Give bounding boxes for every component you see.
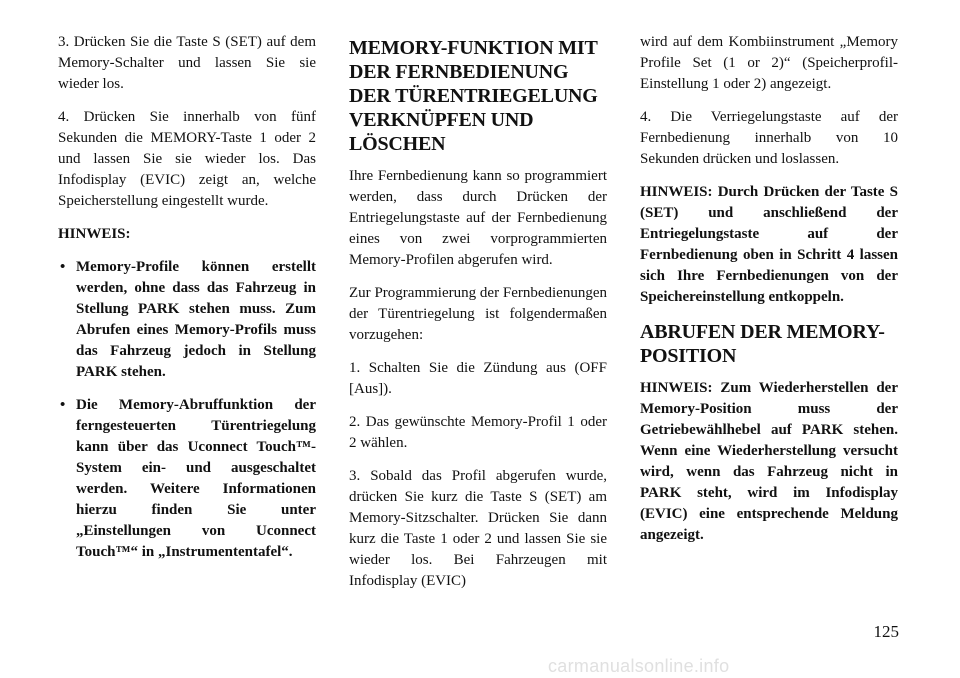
programming-intro-paragraph: Zur Programmierung der Fernbedienungen der Türentriegelung ist folgendermaßen vorzugehen: — [349, 285, 607, 343]
step-3-paragraph: 3. Sobald das Profil abgerufen wurde, drücken Sie kurz die Taste S (SET) am Memory-Sitzschalter. Drücken Sie dann kurz die Taste 1 oder 2 und lassen Sie sie wieder los. Bei Fahrzeugen mit Infodisplay (EVIC) — [349, 468, 607, 589]
section-heading-recall-position: ABRUFEN DER MEMORY-POSITION — [640, 321, 885, 367]
watermark: carmanualsonline.info — [548, 656, 730, 676]
continuation-paragraph: wird auf dem Kombiinstrument „Memory Profile Set (1 or 2)“ (Speicherprofil-Einstellung 1 oder 2) angezeigt. — [640, 34, 898, 92]
step-4-paragraph: 4. Die Verriegelungstaste auf der Fernbedienung innerhalb von 10 Sekunden drücken und loslassen. — [640, 109, 898, 167]
step-4-paragraph: 4. Drücken Sie innerhalb von fünf Sekunden die MEMORY-Taste 1 oder 2 und lassen Sie sie wieder los. Das Infodisplay (EVIC) zeigt an, welche Speicherstellung eingestellt wurde. — [58, 109, 316, 209]
page-number: 125 — [873, 622, 899, 641]
note-label: HINWEIS: — [58, 226, 131, 242]
section-heading-memory-remote: MEMORY-FUNKTION MIT DER FERNBEDIENUNG DER TÜRENTRIEGELUNG VERKNÜPFEN UND LÖSCHEN — [349, 37, 598, 155]
note-unlink-paragraph: HINWEIS: Durch Drücken der Taste S (SET) und anschließend der Entriegelungstaste auf der Fernbedienung oben in Schritt 4 lassen sich Ihre Fernbedienungen von der Speichereinstellung entkoppeln. — [640, 184, 898, 305]
column-right — [640, 32, 898, 558]
note-bullet-list — [58, 257, 316, 563]
note-bullet-item: • Die Memory-Abruffunktion der ferngesteuerten Türentriegelung kann über das Uconnect Touch™-System ein- und ausgeschaltet werden. Weitere Informationen hierzu finden Sie unter „Einstellungen von Uconnect Touch™“ in „Instrumententafel“. — [58, 395, 316, 563]
column-left — [58, 32, 316, 575]
step-1-paragraph: 1. Schalten Sie die Zündung aus (OFF [Aus]). — [349, 360, 607, 397]
step-3-paragraph: 3. Drücken Sie die Taste S (SET) auf dem Memory-Schalter und lassen Sie sie wieder los. — [58, 34, 316, 92]
note-recall-paragraph: HINWEIS: Zum Wiederherstellen der Memory-Position muss der Getriebewählhebel auf PARK stehen. Wenn eine Wiederherstellung versucht wird, wenn das Fahrzeug nicht in PARK steht, wird im Infodisplay (EVIC) eine entsprechende Meldung angezeigt. — [640, 380, 898, 543]
note-bullet-item: • Memory-Profile können erstellt werden, ohne dass das Fahrzeug in Stellung PARK stehen muss. Zum Abrufen eines Memory-Profils muss das Fahrzeug jedoch in Stellung PARK stehen. — [58, 257, 316, 383]
step-2-paragraph: 2. Das gewünschte Memory-Profil 1 oder 2 wählen. — [349, 414, 607, 451]
column-middle — [349, 32, 607, 604]
intro-paragraph: Ihre Fernbedienung kann so programmiert werden, dass durch Drücken der Entriegelungstaste auf der Fernbedienung eines von zwei vorprogrammierten Memory-Profilen abgerufen wird. — [349, 168, 607, 268]
